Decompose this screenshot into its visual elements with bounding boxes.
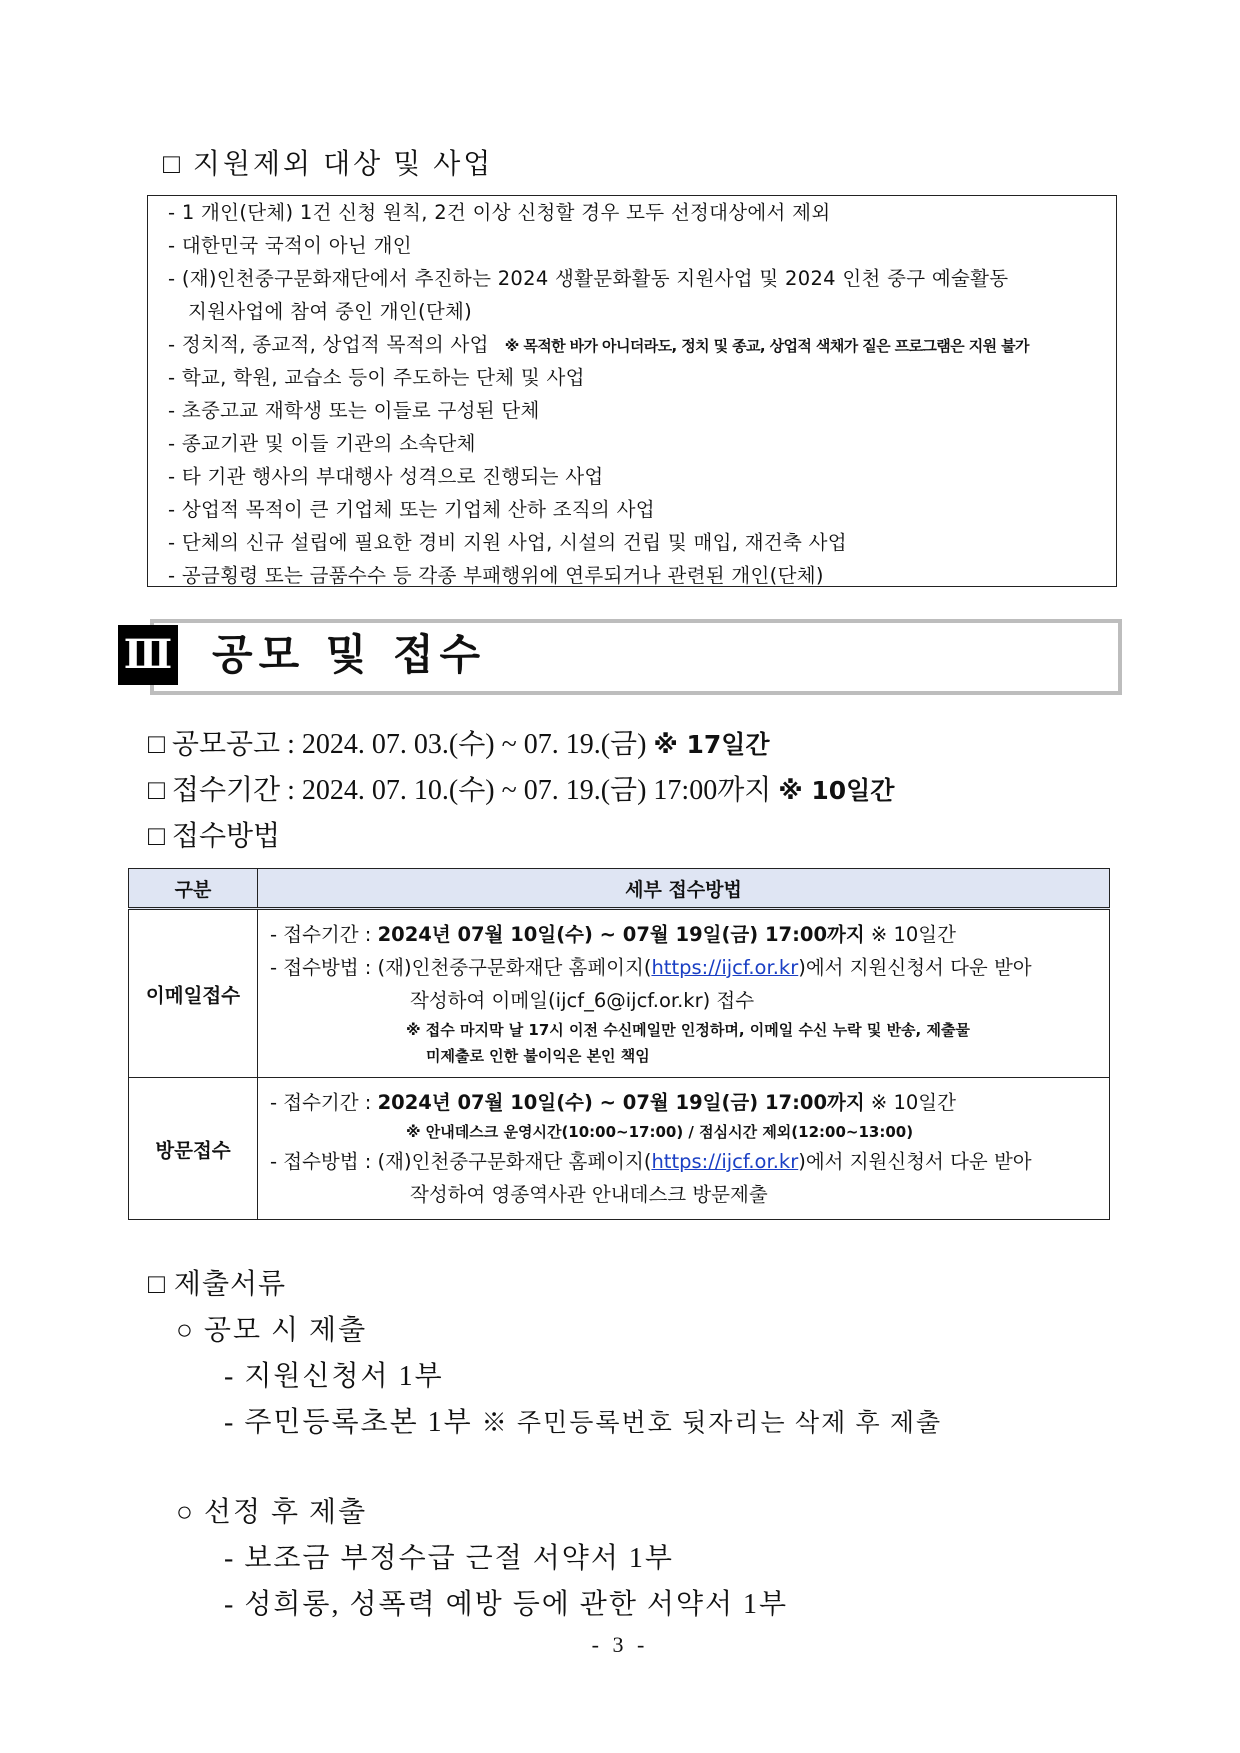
visit-period-suffix: ※ 10일간 <box>864 1091 956 1114</box>
table-row-email <box>129 909 1110 1078</box>
exclusion-box <box>147 195 1117 587</box>
announce-note: ※ 17일간 <box>653 730 770 759</box>
visit-period-dates: 2024년 07월 10일(수) ~ 07월 19일(금) 17:00까지 <box>377 1091 865 1114</box>
visit-period <box>270 1086 1099 1119</box>
method-label: □ 접수방법 <box>148 821 281 852</box>
email-note-1: ※ 접수 마지막 날 17시 이전 수신메일만 인정하며, 이메일 수신 누락 및 반송, 제출물 <box>406 1021 970 1039</box>
exclusion-item: - 타 기관 행사의 부대행사 성격으로 진행되는 사업 <box>168 465 604 488</box>
exclusion-item: - 정치적, 종교적, 상업적 목적의 사업 <box>168 333 489 356</box>
documents-group1-item2: - 주민등록초본 1부 <box>224 1407 473 1438</box>
email-period <box>270 918 1099 951</box>
period-note: ※ 10일간 <box>778 776 895 805</box>
table-header-detail: 세부 접수방법 <box>258 869 1110 909</box>
documents-group2-title: ○ 선정 후 제출 <box>176 1497 368 1528</box>
visit-method <box>270 1145 1099 1178</box>
exclusion-item: - 공금횡령 또는 금품수수 등 각종 부패행위에 연루되거나 관련된 개인(단체) <box>168 564 824 587</box>
email-period-dates: 2024년 07월 10일(수) ~ 07월 19일(금) 17:00까지 <box>377 923 865 946</box>
exclusion-item: - 초중고교 재학생 또는 이들로 구성된 단체 <box>168 399 540 422</box>
visit-homepage-link[interactable]: https://ijcf.or.kr <box>651 1150 799 1173</box>
exclusion-item: - 종교기관 및 이들 기관의 소속단체 <box>168 432 476 455</box>
exclusion-item: - (재)인천중구문화재단에서 추진하는 2024 생활문화활동 지원사업 및 2024 인천 중구 예술활동 <box>168 267 1009 290</box>
documents-group1-title: ○ 공모 시 제출 <box>176 1315 368 1346</box>
section-numeral: Ⅲ <box>118 625 178 685</box>
announce-label: □ 공모공고 : 2024. 07. 03.(수) ~ 07. 19.(금) <box>148 729 647 760</box>
documents-group1-item2-line <box>224 1400 942 1440</box>
email-category: 이메일접수 <box>129 909 258 1078</box>
exclusion-item: 지원사업에 참여 중인 개인(단체) <box>188 300 473 323</box>
announce-line <box>148 722 770 762</box>
exclusion-item: - 학교, 학원, 교습소 등이 주도하는 단체 및 사업 <box>168 366 585 389</box>
email-method-prefix: - 접수방법 : (재)인천중구문화재단 홈페이지( <box>270 956 652 979</box>
exclusion-item: - 1 개인(단체) 1건 신청 원칙, 2건 이상 신청할 경우 모두 선정대상에서 제외 <box>168 201 831 224</box>
visit-method-suffix: )에서 지원신청서 다운 받아 <box>798 1150 1032 1173</box>
email-method-suffix: )에서 지원신청서 다운 받아 <box>798 956 1032 979</box>
email-note-2: 미제출로 인한 불이익은 본인 책임 <box>426 1047 650 1065</box>
visit-method-cont: 작성하여 영종역사관 안내데스크 방문제출 <box>410 1183 768 1206</box>
period-label: □ 접수기간 : 2024. 07. 10.(수) ~ 07. 19.(금) 17:00까지 <box>148 775 772 806</box>
visit-method-prefix: - 접수방법 : (재)인천중구문화재단 홈페이지( <box>270 1150 652 1173</box>
email-period-suffix: ※ 10일간 <box>864 923 956 946</box>
exclusion-item-with-note <box>168 328 1116 361</box>
email-period-prefix: - 접수기간 : <box>270 923 378 946</box>
exclusion-item: - 대한민국 국적이 아닌 개인 <box>168 234 412 257</box>
reception-table <box>128 868 1110 1220</box>
period-line <box>148 768 894 808</box>
email-method <box>270 951 1099 984</box>
table-header-category: 구분 <box>129 869 258 909</box>
page-number: - 3 - <box>591 1632 649 1657</box>
exclusion-item: - 상업적 목적이 큰 기업체 또는 기업체 산하 조직의 사업 <box>168 498 655 521</box>
exclusion-heading: □ 지원제외 대상 및 사업 <box>163 149 494 180</box>
documents-group1-item2-note: ※ 주민등록번호 뒷자리는 삭제 후 제출 <box>481 1410 943 1437</box>
email-method-cont: 작성하여 이메일(ijcf_6@ijcf.or.kr) 접수 <box>410 989 755 1012</box>
exclusion-note: ※ 목적한 바가 아니더라도, 정치 및 종교, 상업적 색채가 짙은 프로그램은 지원 불가 <box>504 337 1029 355</box>
documents-heading: □ 제출서류 <box>148 1269 287 1300</box>
visit-period-prefix: - 접수기간 : <box>270 1091 378 1114</box>
documents-group1-item1: - 지원신청서 1부 <box>224 1361 444 1392</box>
section-title: 공모 및 접수 <box>212 630 487 679</box>
visit-category: 방문접수 <box>129 1078 258 1220</box>
email-homepage-link[interactable]: https://ijcf.or.kr <box>651 956 799 979</box>
table-row-visit <box>129 1078 1110 1220</box>
documents-group2-item1: - 보조금 부정수급 근절 서약서 1부 <box>224 1543 674 1574</box>
table-header-row <box>129 869 1110 909</box>
exclusion-item: - 단체의 신규 설립에 필요한 경비 지원 사업, 시설의 건립 및 매입, 재건축 사업 <box>168 531 847 554</box>
email-detail <box>258 909 1110 1078</box>
visit-hours-note: ※ 안내데스크 운영시간(10:00~17:00) / 점심시간 제외(12:00~13:00) <box>406 1123 914 1141</box>
documents-group2-item2: - 성희롱, 성폭력 예방 등에 관한 서약서 1부 <box>224 1589 789 1620</box>
visit-detail <box>258 1078 1110 1220</box>
